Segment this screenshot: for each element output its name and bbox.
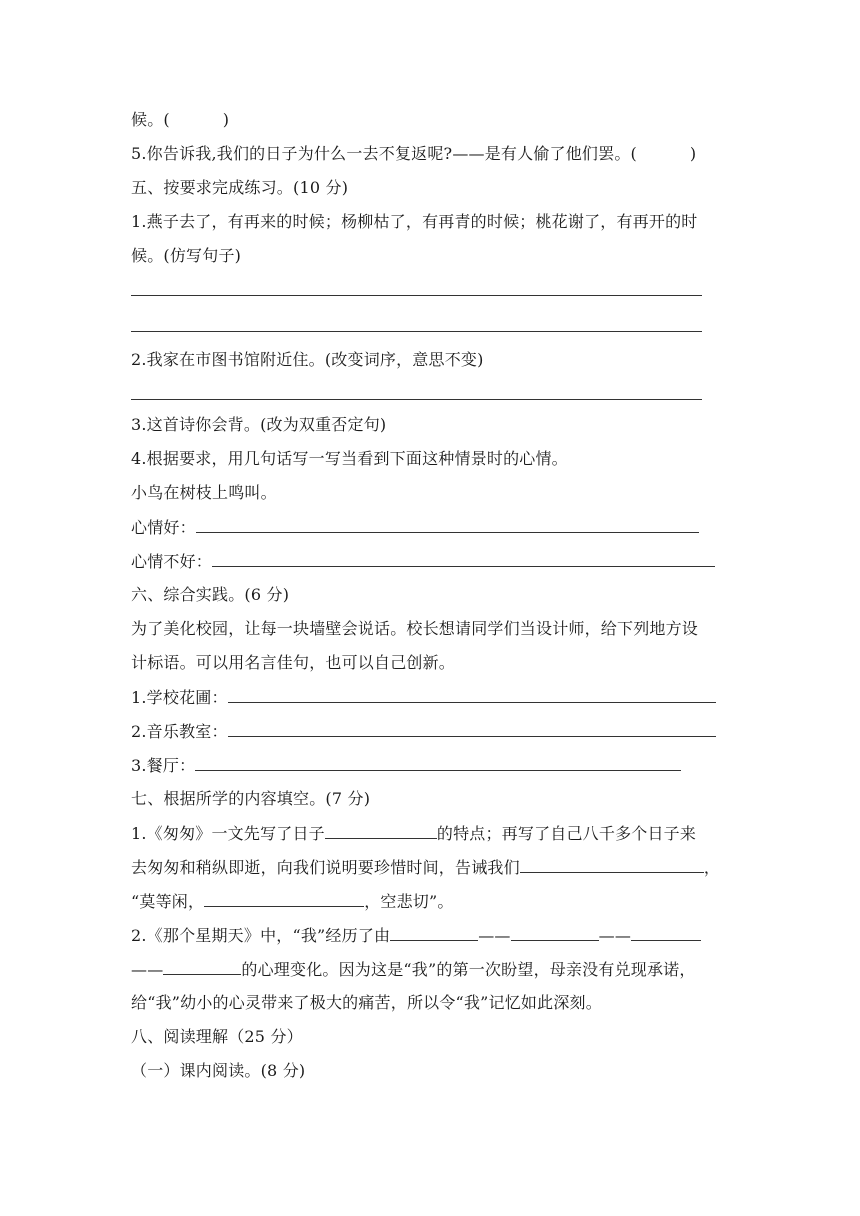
section-8-1-heading: （一）课内阅读。(8 分) xyxy=(131,1061,306,1080)
answer-line-2[interactable] xyxy=(131,331,702,332)
section-8-heading: 八、阅读理解（25 分） xyxy=(131,1027,303,1046)
q7-1-blank-3[interactable] xyxy=(204,890,364,907)
canteen-label: 3.餐厅： xyxy=(131,756,196,775)
music-room-row xyxy=(131,720,716,743)
question-5-1: 1.燕子去了，有再来的时候；杨柳枯了，有再青的时候；桃花谢了，有再开的时 xyxy=(131,212,698,231)
canteen-answer-line[interactable] xyxy=(195,754,681,771)
question-5-3: 3.这首诗你会背。(改为双重否定句) xyxy=(131,415,387,434)
q7-1-text-f: ，空悲切”。 xyxy=(364,892,454,911)
section-6-prompt-cont: 计标语。可以用名言佳句，也可以自己创新。 xyxy=(131,653,456,672)
answer-line-1[interactable] xyxy=(131,295,702,296)
section-5-heading: 五、按要求完成练习。(10 分) xyxy=(131,178,349,197)
answer-line-3[interactable] xyxy=(131,399,702,400)
flowerbed-label: 1.学校花圃： xyxy=(131,688,228,707)
question-7-1-cont2 xyxy=(131,890,454,913)
music-room-answer-line[interactable] xyxy=(228,720,716,737)
flowerbed-answer-line[interactable] xyxy=(228,686,716,703)
section-6-prompt: 为了美化校园，让每一块墙壁会说话。校长想请同学们当设计师，给下列地方设 xyxy=(131,619,699,638)
mood-bad-answer-line[interactable] xyxy=(212,550,715,567)
mood-good-label: 心情好： xyxy=(131,518,196,537)
q7-2-blank-2[interactable] xyxy=(511,924,599,941)
q7-2-dash-1: —— xyxy=(478,926,511,945)
section-7-heading: 七、根据所学的内容填空。(7 分) xyxy=(131,789,371,808)
q7-1-blank-1[interactable] xyxy=(325,822,437,839)
canteen-row xyxy=(131,754,681,777)
q7-2-blank-3[interactable] xyxy=(631,924,701,941)
question-7-2 xyxy=(131,924,701,947)
question-5-1-cont: 候。(仿写句子) xyxy=(131,246,242,265)
q7-1-text-d: ， xyxy=(703,858,721,877)
scene-text: 小鸟在树枝上鸣叫。 xyxy=(131,483,277,502)
q7-1-text-c: 去匆匆和稍纵即逝，向我们说明要珍惜时间，告诫我们 xyxy=(131,858,520,877)
question-7-2-cont xyxy=(131,958,696,981)
q7-1-text-b: 的特点；再写了自己八千多个日子来 xyxy=(436,824,697,843)
q7-1-blank-2[interactable] xyxy=(520,856,704,873)
mood-good-answer-line[interactable] xyxy=(196,516,699,533)
music-room-label: 2.音乐教室： xyxy=(131,722,228,741)
q7-2-blank-4[interactable] xyxy=(163,958,241,975)
question-7-2-cont2: 给“我”幼小的心灵带来了极大的痛苦，所以令“我”记忆如此深刻。 xyxy=(131,993,602,1012)
question-5-2: 2.我家在市图书馆附近住。(改变词序，意思不变) xyxy=(131,350,484,369)
q7-1-text-a: 1.《匆匆》一文先写了日子 xyxy=(131,824,325,843)
line-q4-continuation: 候。( ) xyxy=(131,110,230,129)
question-7-1 xyxy=(131,822,696,845)
mood-good-row xyxy=(131,516,699,539)
mood-bad-label: 心情不好： xyxy=(131,552,213,571)
q7-2-dash-3: —— xyxy=(131,960,164,979)
section-6-heading: 六、综合实践。(6 分) xyxy=(131,585,290,604)
q7-2-blank-1[interactable] xyxy=(390,924,478,941)
question-5-4: 4.根据要求，用几句话写一写当看到下面这种情景时的心情。 xyxy=(131,449,568,468)
q7-2-text-b: 的心理变化。因为这是“我”的第一次盼望，母亲没有兑现承诺， xyxy=(241,960,696,979)
q7-2-dash-2: —— xyxy=(598,926,632,945)
flowerbed-row xyxy=(131,686,716,709)
q7-1-text-e: “莫等闲， xyxy=(131,892,205,911)
mood-bad-row xyxy=(131,550,715,573)
question-7-1-cont xyxy=(131,856,720,879)
q7-2-text-a: 2.《那个星期天》中，“我”经历了由 xyxy=(131,926,391,945)
question-5: 5.你告诉我,我们的日子为什么一去不复返呢?——是有人偷了他们罢。( ) xyxy=(131,144,697,163)
